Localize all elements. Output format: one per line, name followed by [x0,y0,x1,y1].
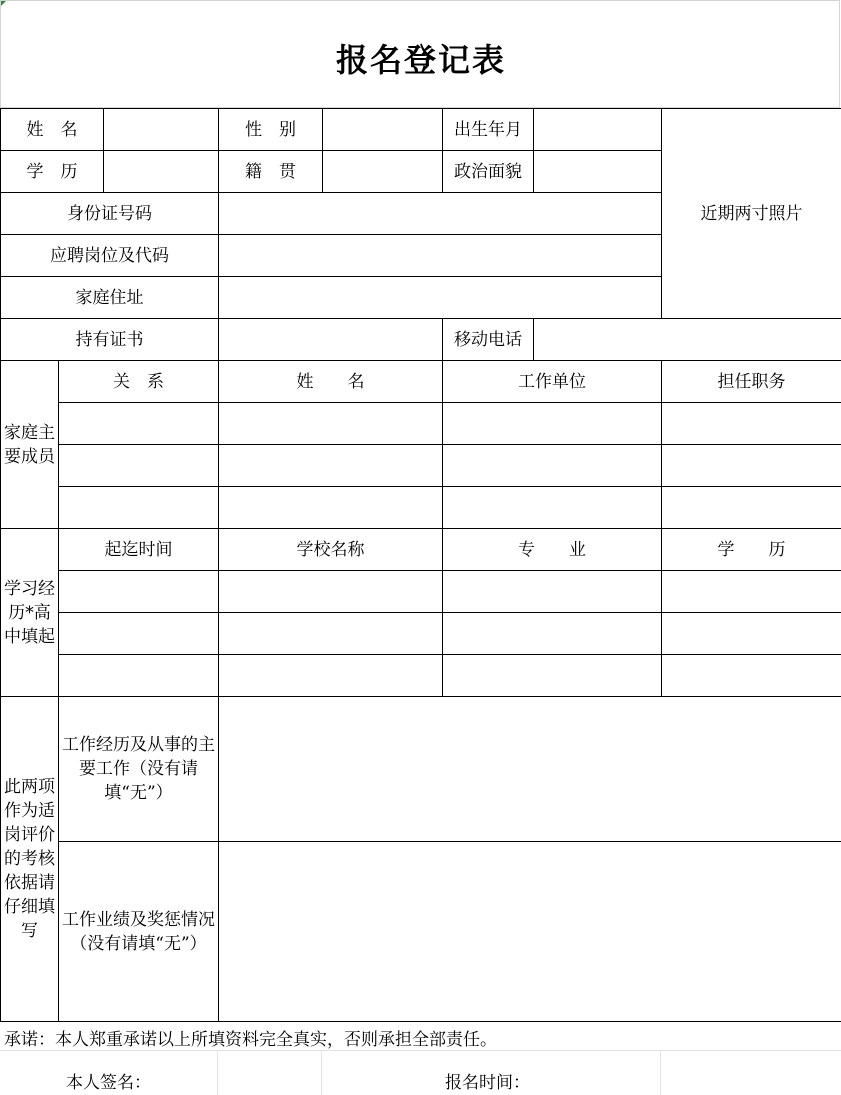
study-row [1,655,841,697]
gender-label: 性 别 [219,109,323,151]
study-period-cell[interactable] [59,655,219,697]
family-title-cell[interactable] [662,403,841,445]
certificates-label: 持有证书 [1,319,219,361]
family-name-cell[interactable] [219,445,443,487]
family-employer-cell[interactable] [443,445,662,487]
certificates-field[interactable] [219,319,443,361]
evaluation-section-label: 此两项作为适岗评价的考核依据请仔细填写 [1,697,59,1022]
signer-label-cell [0,1051,218,1095]
family-row [1,445,841,487]
signer-label: 本人签名： [66,1073,151,1093]
family-header-title: 担任职务 [662,361,841,403]
date-label: 报名时间： [445,1073,530,1093]
family-relation-cell[interactable] [59,487,219,529]
education-label: 学 历 [1,151,104,193]
study-school-cell[interactable] [219,655,443,697]
study-degree-cell[interactable] [662,613,841,655]
study-period-cell[interactable] [59,571,219,613]
photo-box[interactable]: 近期两寸照片 [662,109,841,319]
education-field[interactable] [104,151,219,193]
form-title: 报名登记表 [335,41,506,79]
family-section-label: 家庭主要成员 [1,361,59,529]
birth-label: 出生年月 [443,109,534,151]
cell-selection-marker [1,1,6,6]
family-title-cell[interactable] [662,445,841,487]
family-row [1,403,841,445]
family-name-cell[interactable] [219,403,443,445]
family-header-name: 姓 名 [219,361,443,403]
family-header-relation: 关 系 [59,361,219,403]
study-school-cell[interactable] [219,571,443,613]
family-employer-cell[interactable] [443,487,662,529]
signature-field[interactable] [218,1051,322,1095]
address-field[interactable] [219,277,662,319]
study-header-period: 起迄时间 [59,529,219,571]
study-school-cell[interactable] [219,613,443,655]
family-header-employer: 工作单位 [443,361,662,403]
study-major-cell[interactable] [443,613,662,655]
achievements-field[interactable] [219,842,841,1022]
id-number-field[interactable] [219,193,662,235]
name-label: 姓 名 [1,109,104,151]
gender-field[interactable] [323,109,443,151]
mobile-label: 移动电话 [443,319,534,361]
family-employer-cell[interactable] [443,403,662,445]
family-relation-cell[interactable] [59,445,219,487]
study-major-cell[interactable] [443,655,662,697]
family-row [1,487,841,529]
study-period-cell[interactable] [59,613,219,655]
position-label: 应聘岗位及代码 [1,235,219,277]
signature-row [0,1051,841,1095]
date-field[interactable] [661,1051,841,1095]
position-field[interactable] [219,235,662,277]
native-place-label: 籍 贯 [219,151,323,193]
title-area [0,0,840,108]
study-section-label: 学习经历*高中填起 [1,529,59,697]
name-field[interactable] [104,109,219,151]
family-relation-cell[interactable] [59,403,219,445]
pledge-statement: 承诺：本人郑重承诺以上所填资料完全真实，否则承担全部责任。 [0,1021,841,1051]
political-status-field[interactable] [534,151,662,193]
native-place-field[interactable] [323,151,443,193]
study-degree-cell[interactable] [662,655,841,697]
study-degree-cell[interactable] [662,571,841,613]
study-header-school: 学校名称 [219,529,443,571]
mobile-field[interactable] [534,319,841,361]
study-major-cell[interactable] [443,571,662,613]
study-row [1,571,841,613]
study-row [1,613,841,655]
date-label-cell [322,1051,661,1095]
study-header-degree: 学 历 [662,529,841,571]
registration-table [0,108,841,1022]
work-history-field[interactable] [219,697,841,842]
birth-field[interactable] [534,109,662,151]
work-history-label: 工作经历及从事的主要工作（没有请填“无”） [59,697,219,842]
political-status-label: 政治面貌 [443,151,534,193]
address-label: 家庭住址 [1,277,219,319]
achievements-label: 工作业绩及奖惩情况（没有请填“无”） [59,842,219,1022]
family-name-cell[interactable] [219,487,443,529]
study-header-major: 专 业 [443,529,662,571]
id-number-label: 身份证号码 [1,193,219,235]
family-title-cell[interactable] [662,487,841,529]
